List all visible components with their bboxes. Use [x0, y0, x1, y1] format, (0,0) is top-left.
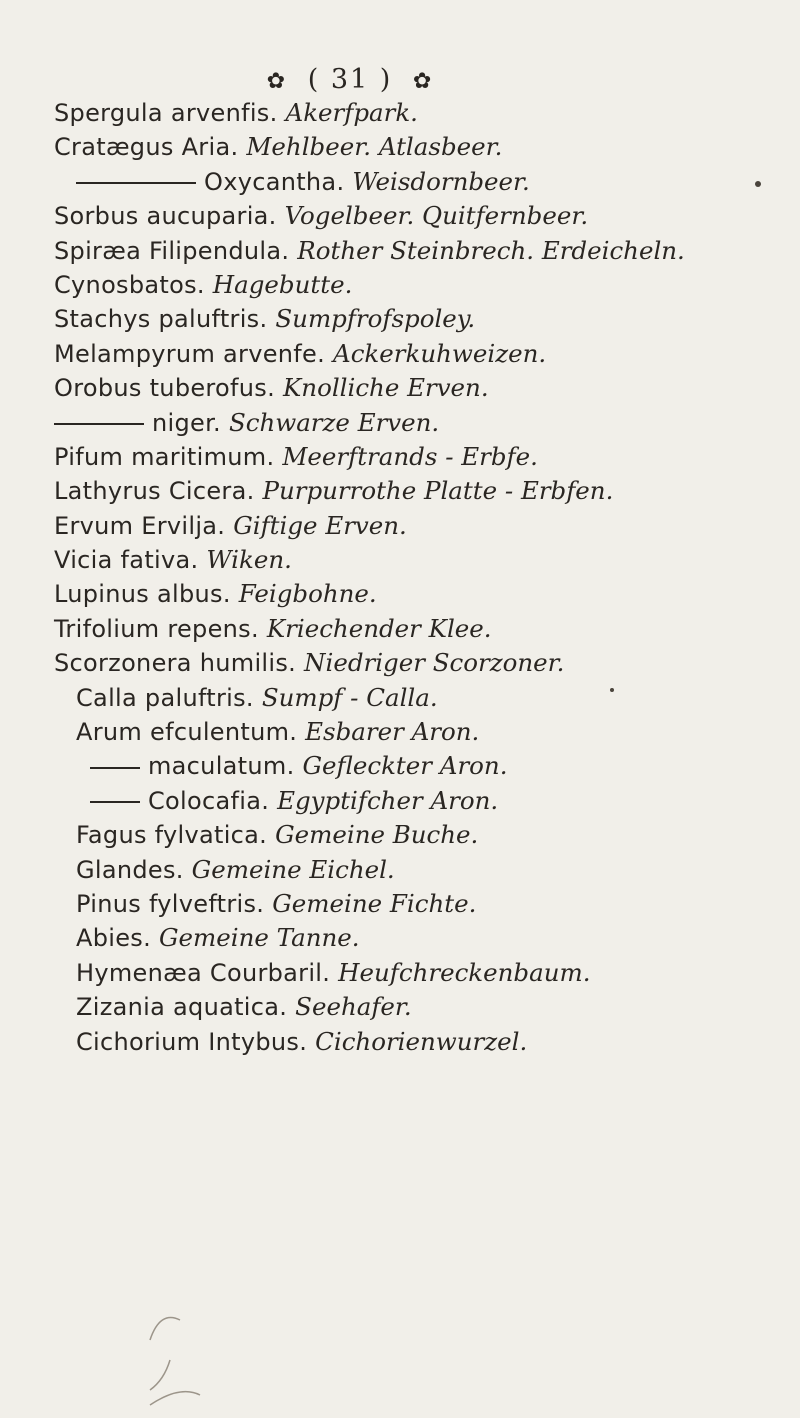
list-item — [76, 818, 794, 852]
list-item — [54, 612, 794, 646]
list-item — [76, 853, 794, 887]
list-item — [54, 646, 794, 680]
latin-name: Zizania aquatica. — [76, 993, 288, 1022]
list-item — [54, 96, 794, 130]
latin-name: Calla paluftris. — [76, 683, 254, 712]
german-name: Giftige Erven. — [233, 510, 407, 540]
german-name: Cichorienwurzel. — [315, 1026, 528, 1056]
german-name: Hagebutte. — [212, 269, 353, 299]
latin-name: Sorbus aucuparia. — [54, 202, 277, 231]
german-name: Purpurrothe Platte - Erbfen. — [262, 476, 614, 506]
latin-name: Spergula arvenfis. — [54, 99, 278, 127]
list-item — [54, 130, 794, 164]
ornament-left-icon: ✿ — [266, 69, 288, 94]
list-item — [54, 302, 794, 336]
latin-name: Cynosbatos. — [54, 270, 205, 299]
list-item — [54, 406, 794, 440]
german-name: Weisdornbeer. — [352, 166, 530, 196]
list-item — [76, 165, 794, 199]
latin-name: Trifolium repens. — [54, 614, 259, 643]
german-name: Gefleckter Aron. — [302, 751, 508, 781]
german-name: Akerfpark. — [285, 98, 418, 127]
list-item — [90, 749, 794, 783]
german-name: Feigbohne. — [238, 579, 377, 609]
german-name: Niedriger Scorzoner. — [304, 648, 565, 678]
latin-name: niger. — [152, 408, 221, 437]
list-item — [76, 681, 794, 715]
ditto-dash — [54, 423, 144, 425]
latin-name: Ervum Ervilja. — [54, 511, 226, 540]
pencil-mark — [150, 1318, 200, 1406]
latin-name: Pifum maritimum. — [54, 442, 275, 471]
list-item — [76, 1025, 794, 1059]
page-header — [0, 64, 700, 95]
german-name: Sumpf - Calla. — [261, 682, 438, 712]
list-item — [76, 990, 794, 1024]
plant-name-list — [54, 96, 794, 1059]
list-item — [76, 715, 794, 749]
ditto-dash — [90, 767, 140, 769]
german-name: Heufchreckenbaum. — [338, 957, 591, 987]
latin-name: maculatum. — [148, 752, 295, 781]
german-name: Gemeine Eichel. — [191, 854, 395, 884]
latin-name: Melampyrum arvenfe. — [54, 339, 326, 368]
german-name: Egyptifcher Aron. — [277, 785, 499, 815]
german-name: Schwarze Erven. — [228, 407, 440, 437]
latin-name: Orobus tuberofus. — [54, 374, 276, 403]
latin-name: Lupinus albus. — [54, 580, 231, 609]
list-item — [76, 887, 794, 921]
list-item — [54, 474, 794, 508]
ditto-dash — [76, 182, 196, 184]
latin-name: Spiræa Filipendula. — [54, 236, 290, 265]
german-name: Seehafer. — [295, 992, 412, 1022]
german-name: Knolliche Erven. — [282, 373, 489, 403]
ornament-right-icon: ✿ — [412, 69, 434, 94]
list-item — [90, 784, 794, 818]
list-item — [54, 268, 794, 302]
list-item — [54, 509, 794, 543]
list-item — [76, 956, 794, 990]
german-name: Gemeine Buche. — [275, 820, 479, 850]
latin-name: Abies. — [76, 924, 152, 953]
latin-name: Colocafia. — [148, 786, 270, 815]
list-item — [54, 577, 794, 611]
german-name: Rother Steinbrech. Erdeicheln. — [297, 235, 685, 265]
latin-name: Cratægus Aria. — [54, 133, 239, 162]
latin-name: Lathyrus Cicera. — [54, 477, 255, 506]
latin-name: Hymenæa Courbaril. — [76, 958, 331, 987]
list-item — [54, 199, 794, 233]
german-name: Vogelbeer. Quitfernbeer. — [284, 201, 589, 231]
list-item — [54, 543, 794, 577]
german-name: Esbarer Aron. — [305, 717, 480, 747]
list-item — [76, 921, 794, 955]
german-name: Ackerkuhweizen. — [333, 338, 547, 368]
german-name: Gemeine Fichte. — [272, 888, 477, 918]
german-name: Gemeine Tanne. — [158, 923, 360, 953]
list-item — [54, 337, 794, 371]
latin-name: Cichorium Intybus. — [76, 1027, 308, 1056]
german-name: Wiken. — [206, 545, 292, 575]
latin-name: Arum efculentum. — [76, 718, 298, 747]
latin-name: Scorzonera humilis. — [54, 649, 297, 678]
list-item — [54, 234, 794, 268]
german-name: Meerftrands - Erbfe. — [282, 441, 538, 471]
latin-name: Vicia fativa. — [54, 546, 199, 575]
list-item — [54, 371, 794, 405]
german-name: Mehlbeer. Atlasbeer. — [246, 132, 503, 162]
german-name: Sumpfrofspoley. — [275, 304, 476, 334]
latin-name: Stachys paluftris. — [54, 305, 268, 334]
latin-name: Glandes. — [76, 855, 184, 884]
page-number: ( 31 ) — [307, 64, 393, 95]
ditto-dash — [90, 801, 140, 803]
latin-name: Pinus fylveftris. — [76, 889, 265, 918]
latin-name: Oxycantha. — [204, 167, 345, 196]
pencil-mark — [225, 1282, 265, 1300]
latin-name: Fagus fylvatica. — [76, 821, 268, 850]
german-name: Kriechender Klee. — [266, 613, 492, 643]
list-item — [54, 440, 794, 474]
